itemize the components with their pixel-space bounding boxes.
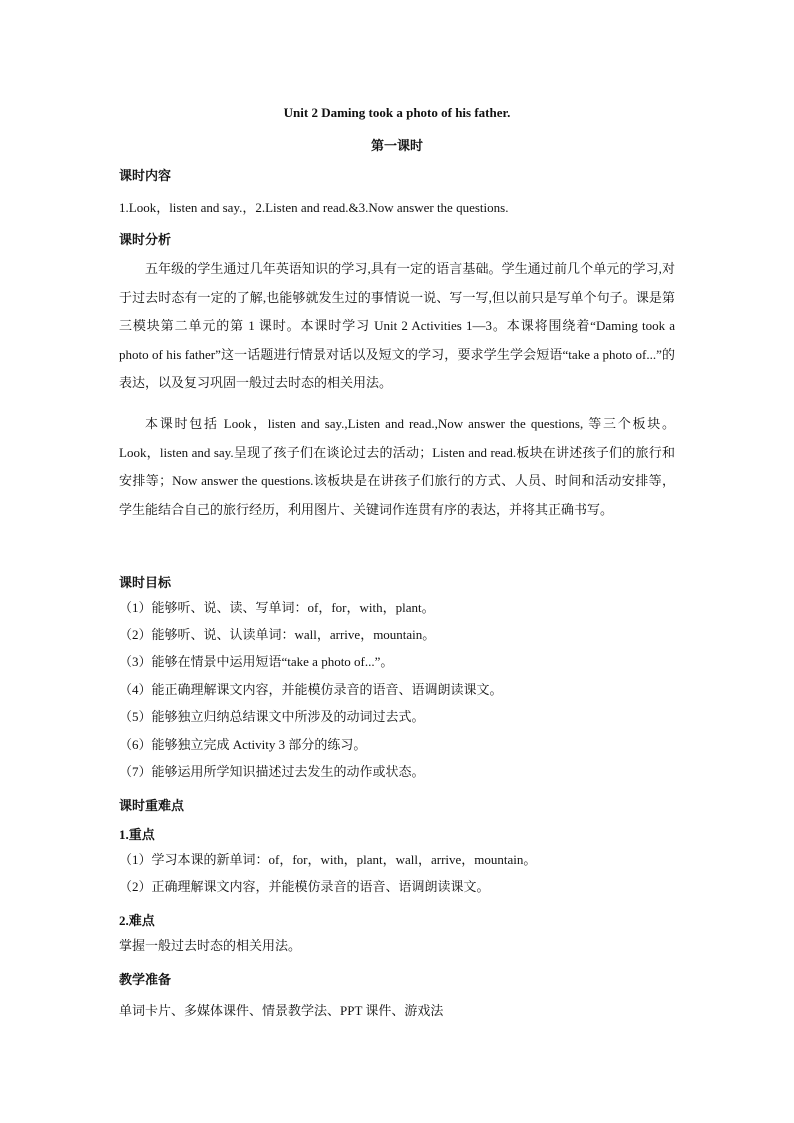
- difficulty-label: 2.难点: [119, 913, 155, 928]
- preparation-text: 单词卡片、多媒体课件、情景教学法、PPT 课件、游戏法: [119, 1003, 444, 1018]
- goal-item: （6）能够独立完成 Activity 3 部分的练习。: [119, 737, 367, 752]
- focus-label: 1.重点: [119, 827, 155, 842]
- goal-item: （7）能够运用所学知识描述过去发生的动作或状态。: [119, 764, 425, 779]
- goal-item: （5）能够独立归纳总结课文中所涉及的动词过去式。: [119, 709, 425, 724]
- key-points-heading: 课时重难点: [119, 798, 185, 813]
- lesson-label: 第一课时: [370, 138, 423, 153]
- analysis-paragraph-2: 本课时包括 Look，listen and say.,Listen and read.,Now answer the questions, 等三个板块。Look，listen and say.呈现了孩子们在谈论过去的活动；Listen and read.板块在讲述孩子们的旅行和安排等；Now answer the questions.该板块是在讲孩子们旅行的方式、人员、时间和活动安排等，学生能结合自己的旅行经历，利用图片、关键词作连贯有序的表达，并将其正确书写。: [119, 416, 675, 517]
- goal-item: （3）能够在情景中运用短语“take a photo of...”。: [119, 654, 394, 669]
- preparation-heading: 教学准备: [119, 972, 172, 987]
- analysis-paragraph-1: 五年级的学生通过几年英语知识的学习,具有一定的语言基础。学生通过前几个单元的学习,对于过去时态有一定的了解,也能够就发生过的事情说一说、写一写,但以前只是写单个句子。课是第三模块第二单元的第 1 课时。本课时学习 Unit 2 Activities 1—3。本课将围绕着“Daming took a photo of his father”这一话题进行情景对话以及短文的学习，要求学生学会短语“take a photo of...”的表达，以及复习巩固一般过去时态的相关用法。: [119, 261, 675, 391]
- goal-item: （1）能够听、说、读、写单词：of，for，with，plant。: [119, 600, 435, 615]
- content-text: 1.Look，listen and say.，2.Listen and read.&3.Now answer the questions.: [119, 200, 509, 215]
- goals-heading: 课时目标: [119, 575, 172, 590]
- goal-item: （2）能够听、说、认读单词：wall，arrive，mountain。: [119, 627, 436, 642]
- focus-item: （1）学习本课的新单词：of，for，with，plant，wall，arrive，mountain。: [119, 852, 537, 867]
- document-title: Unit 2 Daming took a photo of his father.: [283, 105, 511, 120]
- content-heading: 课时内容: [119, 168, 172, 183]
- goal-item: （4）能正确理解课文内容，并能模仿录音的语音、语调朗读课文。: [119, 682, 503, 697]
- difficulty-text: 掌握一般过去时态的相关用法。: [119, 938, 302, 953]
- analysis-heading: 课时分析: [119, 232, 172, 247]
- focus-item: （2）正确理解课文内容，并能模仿录音的语音、语调朗读课文。: [119, 879, 490, 894]
